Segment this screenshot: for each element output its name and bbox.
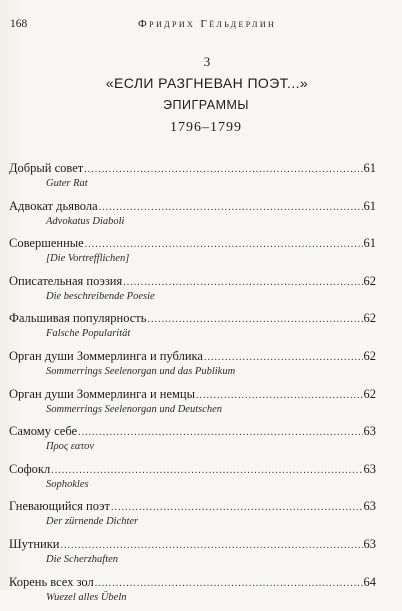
toc-page-number: 62 (363, 386, 376, 401)
toc-line (9, 423, 376, 439)
toc-leader-dots (84, 162, 362, 178)
toc-title: Описательная поэзия (9, 273, 123, 288)
toc-entry[interactable] (9, 160, 376, 198)
toc-original-title: Advokatus Diaboli (46, 215, 125, 227)
toc-page-number: 61 (363, 236, 376, 251)
toc-title: Совершенные (9, 236, 84, 251)
toc-line (9, 310, 376, 326)
toc-line (9, 574, 376, 590)
toc-leader-dots (111, 500, 363, 516)
toc-page-number: 63 (363, 536, 376, 551)
toc-page-number: 63 (363, 499, 376, 514)
toc-line (9, 386, 376, 402)
toc-entry[interactable] (9, 198, 376, 236)
toc-original-title: Προς εατον (46, 441, 95, 453)
toc-original-title: Die beschreibende Poesie (46, 290, 155, 302)
toc-line (9, 198, 376, 214)
toc-entry[interactable] (9, 348, 376, 386)
toc-original-title: Guter Rat (46, 178, 88, 189)
toc-leader-dots (196, 388, 362, 404)
toc-title: Корень всех зол (9, 574, 94, 589)
running-head (10, 18, 350, 34)
toc-title: Адвокат дьявола (9, 198, 98, 213)
toc-line (9, 235, 376, 251)
toc-original-title: [Die Vortrefflichen] (46, 253, 130, 265)
toc-title: Фальшивая популярность (9, 311, 147, 326)
toc-page-number: 61 (363, 161, 376, 175)
toc-page-number: 62 (363, 273, 376, 288)
toc-leader-dots (95, 576, 363, 592)
toc-page-number: 63 (363, 461, 376, 476)
toc-leader-dots (123, 275, 362, 291)
toc-original-title: Wuezel alles Übeln (46, 591, 127, 603)
toc-original-title: Sophokles (46, 478, 89, 490)
page-number: 168 (10, 18, 28, 30)
toc-leader-dots (60, 538, 362, 554)
toc-title: Добрый совет (9, 161, 84, 175)
toc-line (9, 160, 376, 176)
toc-entry[interactable] (9, 310, 376, 348)
toc-leader-dots (85, 237, 363, 253)
toc-original-title: Sommerrings Seelenorgan und Deutschen (46, 403, 223, 415)
toc-page-number: 63 (363, 424, 376, 439)
toc-line (9, 461, 376, 477)
toc-line (9, 536, 376, 552)
toc-original-title: Der zürnende Dichter (46, 516, 139, 528)
toc-original-title: Falsche Popularität (46, 328, 131, 340)
section-number: 3 (203, 54, 211, 69)
toc-title: Орган души Зоммерлинга и публика (9, 348, 203, 363)
toc-title: Шутники (9, 536, 60, 551)
section-heading (0, 54, 402, 137)
toc-page-number: 61 (363, 198, 376, 213)
toc-leader-dots (204, 350, 363, 366)
toc-leader-dots (99, 200, 363, 216)
toc-line (9, 498, 376, 514)
toc-page-number: 64 (363, 574, 376, 589)
toc-entry[interactable] (9, 273, 376, 311)
toc-original-title: Sommerrings Seelenorgan und das Publikum (46, 365, 236, 377)
toc-entry[interactable] (9, 536, 376, 574)
toc-leader-dots (51, 463, 362, 479)
toc-title: Орган души Зоммерлинга и немцы (9, 386, 196, 401)
toc-title: Самому себе (9, 424, 78, 439)
running-title: Фридрих Гёльдерлин (138, 18, 277, 30)
toc-line (9, 273, 376, 289)
toc-leader-dots (78, 425, 362, 441)
toc-original-title: Die Scherzhaften (46, 553, 119, 565)
toc-line (9, 348, 376, 364)
toc-page-number: 62 (363, 348, 376, 363)
toc-leader-dots (147, 312, 362, 328)
table-of-contents (9, 160, 376, 611)
toc-entry[interactable] (9, 461, 376, 499)
section-years: 1796–1799 (170, 120, 242, 135)
section-title: «ЕСЛИ РАЗГНЕВАН ПОЭТ...» (105, 75, 309, 91)
toc-entry[interactable] (9, 574, 376, 611)
toc-entry[interactable] (9, 386, 376, 424)
toc-entry[interactable] (9, 498, 376, 536)
toc-page-number: 62 (363, 311, 376, 326)
toc-entry[interactable] (9, 235, 376, 273)
toc-title: Гневающийся поэт (9, 499, 110, 514)
section-subtitle: ЭПИГРАММЫ (163, 98, 249, 112)
toc-entry[interactable] (9, 423, 376, 461)
toc-title: Софокл (9, 461, 51, 476)
